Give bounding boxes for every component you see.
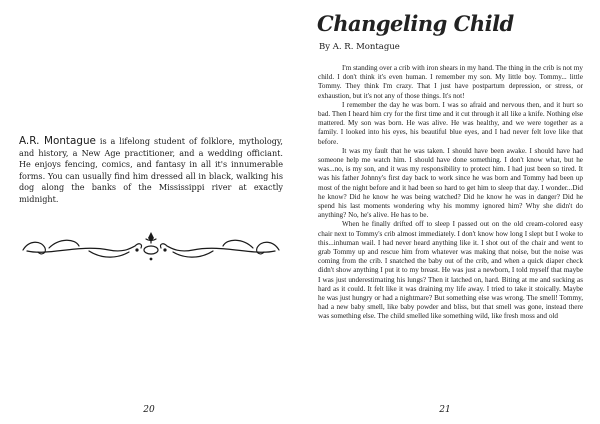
story-paragraph: I'm standing over a crib with iron shears in my hand. The thing in the crib is not my child. I don't think it's even human. I remember my son. My little boy. Tommy... little Tommy. They think I'm crazy. That I just have postpartum depression, or stress, or exhaustion, but it's not any of those things. It's not! <box>318 64 583 100</box>
bio-text: is a lifelong student of folklore, mythology, and history, a New Age practitioner, and a wedding officiant. He enjoys fencing, comics, and fantasy in all it's innumerable forms. You can usually find him dressed all in black, walking his dog along the banks of the Mississippi river at exactly midnight. <box>19 136 284 204</box>
story-paragraph: I remember the day he was born. I was so afraid and nervous then, and it hurt so bad. Then I heard him cry for the first time and it cut through it all like a knife. Nothing else mattered. My son was born. He was alive. He was healthy, and we were together as a family. I looked into his eyes, his beautiful blue eyes, and I had never felt love like that before. <box>318 100 583 146</box>
story-body <box>318 64 583 322</box>
page-number-right: 21 <box>439 405 451 415</box>
story-title: Changeling Child <box>317 11 514 36</box>
author-name: A.R. Montague <box>19 135 96 147</box>
story-paragraph: It was my fault that he was taken. I should have been awake. I should have had someone help me watch him. I should have done something. I don't know what, but he was...no, is my son, and it was my responsibility to protect him. I had just been so tired. It was his father Johnny's first day back to work since he was born and Tommy had been up most of the night before and it had been so hard to get him to sleep that day. I wonder...Did he know? Did he know he was being watched? Did he know he was in danger? Did he spend his last moments wondering why his mommy ignored him? Why she didn't do anything? No, he's alive. He has to be. <box>318 146 583 220</box>
right-page <box>300 0 600 424</box>
story-byline: By A. R. Montague <box>319 42 400 52</box>
flourish-divider-ornament <box>19 230 283 264</box>
page-number-left: 20 <box>143 405 155 415</box>
author-bio <box>19 136 283 206</box>
story-paragraph: When he finally drifted off to sleep I passed out on the old cream-colored easy chair next to Tommy's crib almost immediately. I don't know how long I slept but I woke to this...inhuman wail. I had never heard anything like it. I shot out of the chair and went to grab Tommy up and rescue him from whatever was making that noise, but the noise was coming from the crib. I snatched the baby out of the crib, and when a quick diaper check didn't show anything I put it to my breast. He was just a newborn, I told myself that maybe I was just underestimating his lungs? Then it latched on, hard. Biting at me and sucking as hard as it could. It felt like it was draining my life away. I tried to take it stoically. Maybe he was just hungry or had a nightmare? But something else was wrong. The smell! Tommy, had a new baby smell, like baby powder and bliss, but that smell was gone, instead there was something else. The child smelled like something wild, like fresh moss and old <box>318 220 583 321</box>
